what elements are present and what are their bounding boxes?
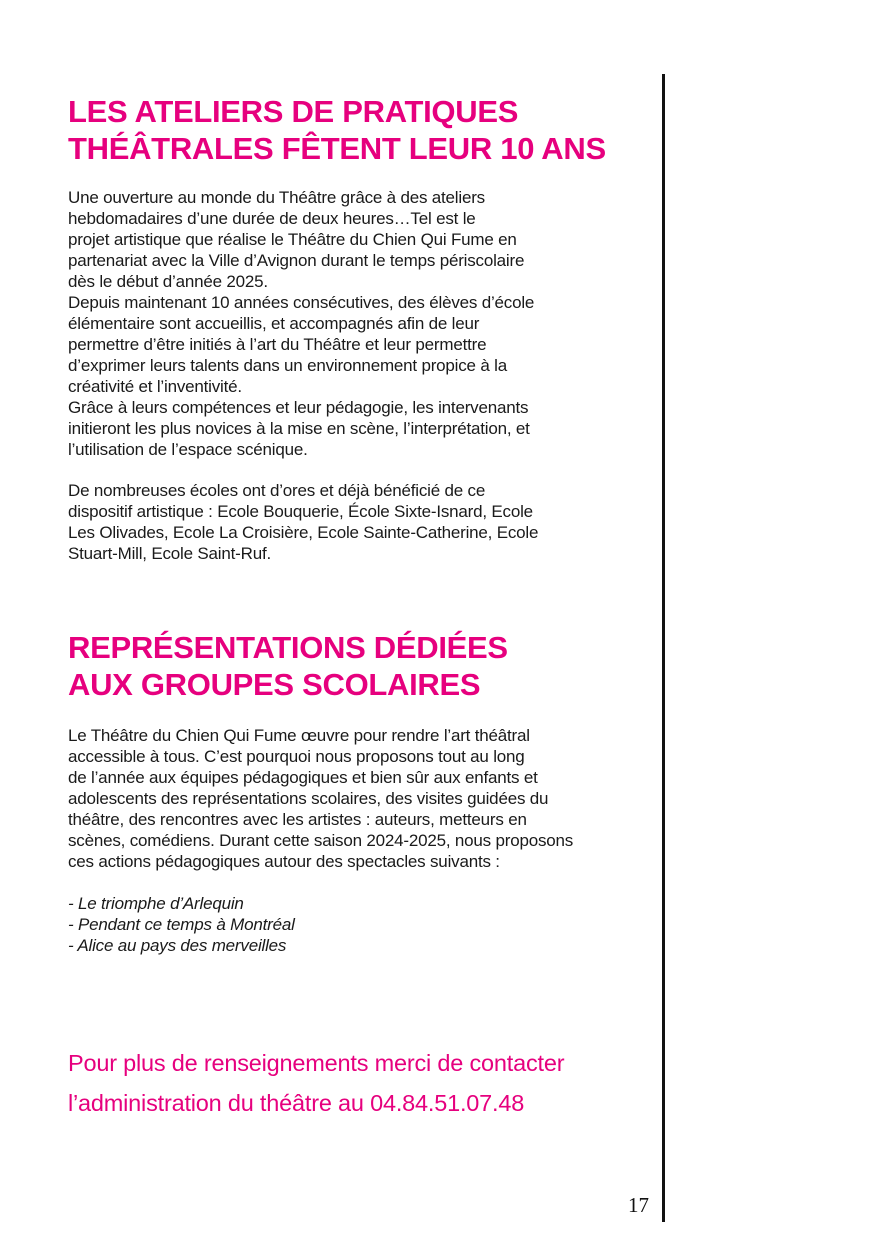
heading-line: THÉÂTRALES FÊTENT LEUR 10 ANS	[68, 131, 606, 166]
heading-line: AUX GROUPES SCOLAIRES	[68, 667, 481, 702]
heading-line: REPRÉSENTATIONS DÉDIÉES	[68, 630, 508, 665]
text-line: scènes, comédiens. Durant cette saison 2024-2025, nous proposons	[68, 831, 574, 850]
text-line: permettre d’être initiés à l’art du Théâtre et leur permettre	[68, 335, 487, 354]
text-line: élémentaire sont accueillis, et accompagnés afin de leur	[68, 314, 480, 333]
ecoles-paragraph	[68, 480, 648, 564]
text-line: Depuis maintenant 10 années consécutives, des élèves d’école	[68, 293, 535, 312]
text-line: initieront les plus novices à la mise en scène, l’interprétation, et	[68, 419, 530, 438]
text-line: de l’année aux équipes pédagogiques et bien sûr aux enfants et	[68, 768, 538, 787]
text-line: ces actions pédagogiques autour des spectacles suivants :	[68, 852, 500, 871]
text-line: Une ouverture au monde du Théâtre grâce à des ateliers	[68, 188, 485, 207]
list-item: - Le triomphe d’Arlequin	[68, 894, 244, 913]
text-line: Le Théâtre du Chien Qui Fume œuvre pour rendre l’art théâtral	[68, 726, 530, 745]
vertical-divider	[662, 74, 665, 1222]
text-line: d’exprimer leurs talents dans un environnement propice à la	[68, 356, 507, 375]
text-line: De nombreuses écoles ont d’ores et déjà bénéficié de ce	[68, 481, 486, 500]
ateliers-paragraph	[68, 187, 648, 460]
section-representations	[68, 629, 648, 703]
section-heading-representations	[68, 629, 648, 703]
representations-paragraph	[68, 725, 648, 872]
text-line: dispositif artistique : Ecole Bouquerie, École Sixte-Isnard, Ecole	[68, 502, 533, 521]
text-line: accessible à tous. C’est pourquoi nous proposons tout au long	[68, 747, 525, 766]
list-item: - Alice au pays des merveilles	[68, 936, 287, 955]
section-heading-ateliers	[68, 93, 648, 167]
text-line: théâtre, des rencontres avec les artistes : auteurs, metteurs en	[68, 810, 527, 829]
text-line: projet artistique que réalise le Théâtre du Chien Qui Fume en	[68, 230, 517, 249]
text-line: partenariat avec la Ville d’Avignon durant le temps périscolaire	[68, 251, 525, 270]
heading-line: LES ATELIERS DE PRATIQUES	[68, 94, 519, 129]
text-line: créativité et l’inventivité.	[68, 377, 242, 396]
text-line: Stuart-Mill, Ecole Saint-Ruf.	[68, 544, 271, 563]
contact-info	[68, 1043, 564, 1123]
text-line: l’utilisation de l’espace scénique.	[68, 440, 308, 459]
text-line: hebdomadaires d’une durée de deux heures…Tel est le	[68, 209, 476, 228]
text-line: Les Olivades, Ecole La Croisière, Ecole Sainte-Catherine, Ecole	[68, 523, 539, 542]
list-item: - Pendant ce temps à Montréal	[68, 915, 295, 934]
shows-list	[68, 893, 648, 956]
text-line: Grâce à leurs compétences et leur pédagogie, les intervenants	[68, 398, 529, 417]
contact-line: Pour plus de renseignements merci de contacter	[68, 1050, 565, 1076]
text-line: adolescents des représentations scolaires, des visites guidées du	[68, 789, 549, 808]
contact-line: l’administration du théâtre au 04.84.51.07.48	[68, 1090, 525, 1116]
section-ateliers	[68, 93, 648, 167]
text-line: dès le début d’année 2025.	[68, 272, 268, 291]
page-number: 17	[628, 1193, 649, 1217]
